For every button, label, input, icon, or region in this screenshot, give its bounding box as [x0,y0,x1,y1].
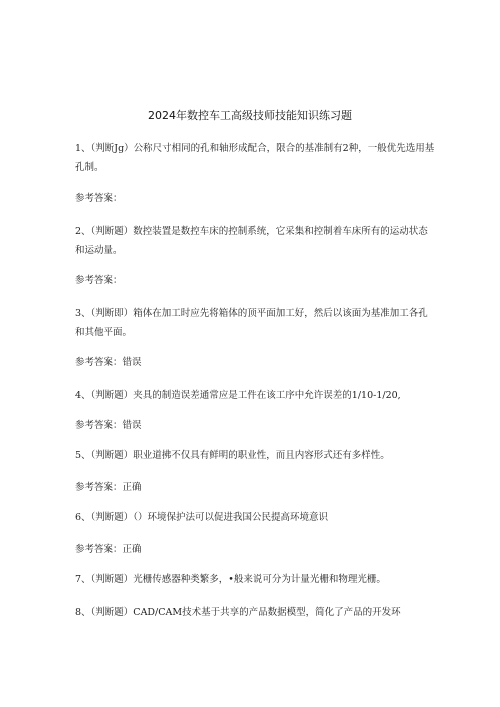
answer-3: 参考答案：错误 [75,357,142,368]
answer-2: 参考答案： [75,275,123,286]
question-1: 1、（判断Jg）公称尺寸相同的孔和轴形成配合，限合的基准制有2种，一般优先选用基孔制。 [75,143,435,173]
question-3: 3、（判断即）箱体在加工时应先将箱体的顶平面加工好，然后以该面为基准加工各孔和其他平面。 [75,308,428,338]
answer-5: 参考答案：正确 [75,482,142,493]
answer-6: 参考答案：正确 [75,544,142,555]
answer-4: 参考答案：错误 [75,420,142,431]
question-6: 6、（判断题）（）环境保护法可以促进我国公民提高环境意识 [75,512,329,523]
question-8: 8、（判断题）CAD/CAM技术基于共享的产品数据模型，简化了产品的开发环 [75,607,401,618]
page-title: 2024年数控车工高级技师技能知识练习题 [148,109,352,122]
question-2: 2、（判断题）数控装置是数控车床的控制系统，它采集和控制着车床所有的运动状态和运动量。 [75,226,428,256]
question-7: 7、（判断题）光栅传感器种类繁多，•般来说可分为计量光栅和物理光栅。 [75,574,386,585]
question-5: 5、（判断题）职业道拂不仅具有鲜明的职业性，而且内容形式还有多样性。 [75,450,390,461]
question-4: 4、（判断题）夹具的制造误差通常应是工件在该工序中允许误差的1/10-1/20, [75,390,401,401]
answer-1: 参考答案： [75,193,123,204]
